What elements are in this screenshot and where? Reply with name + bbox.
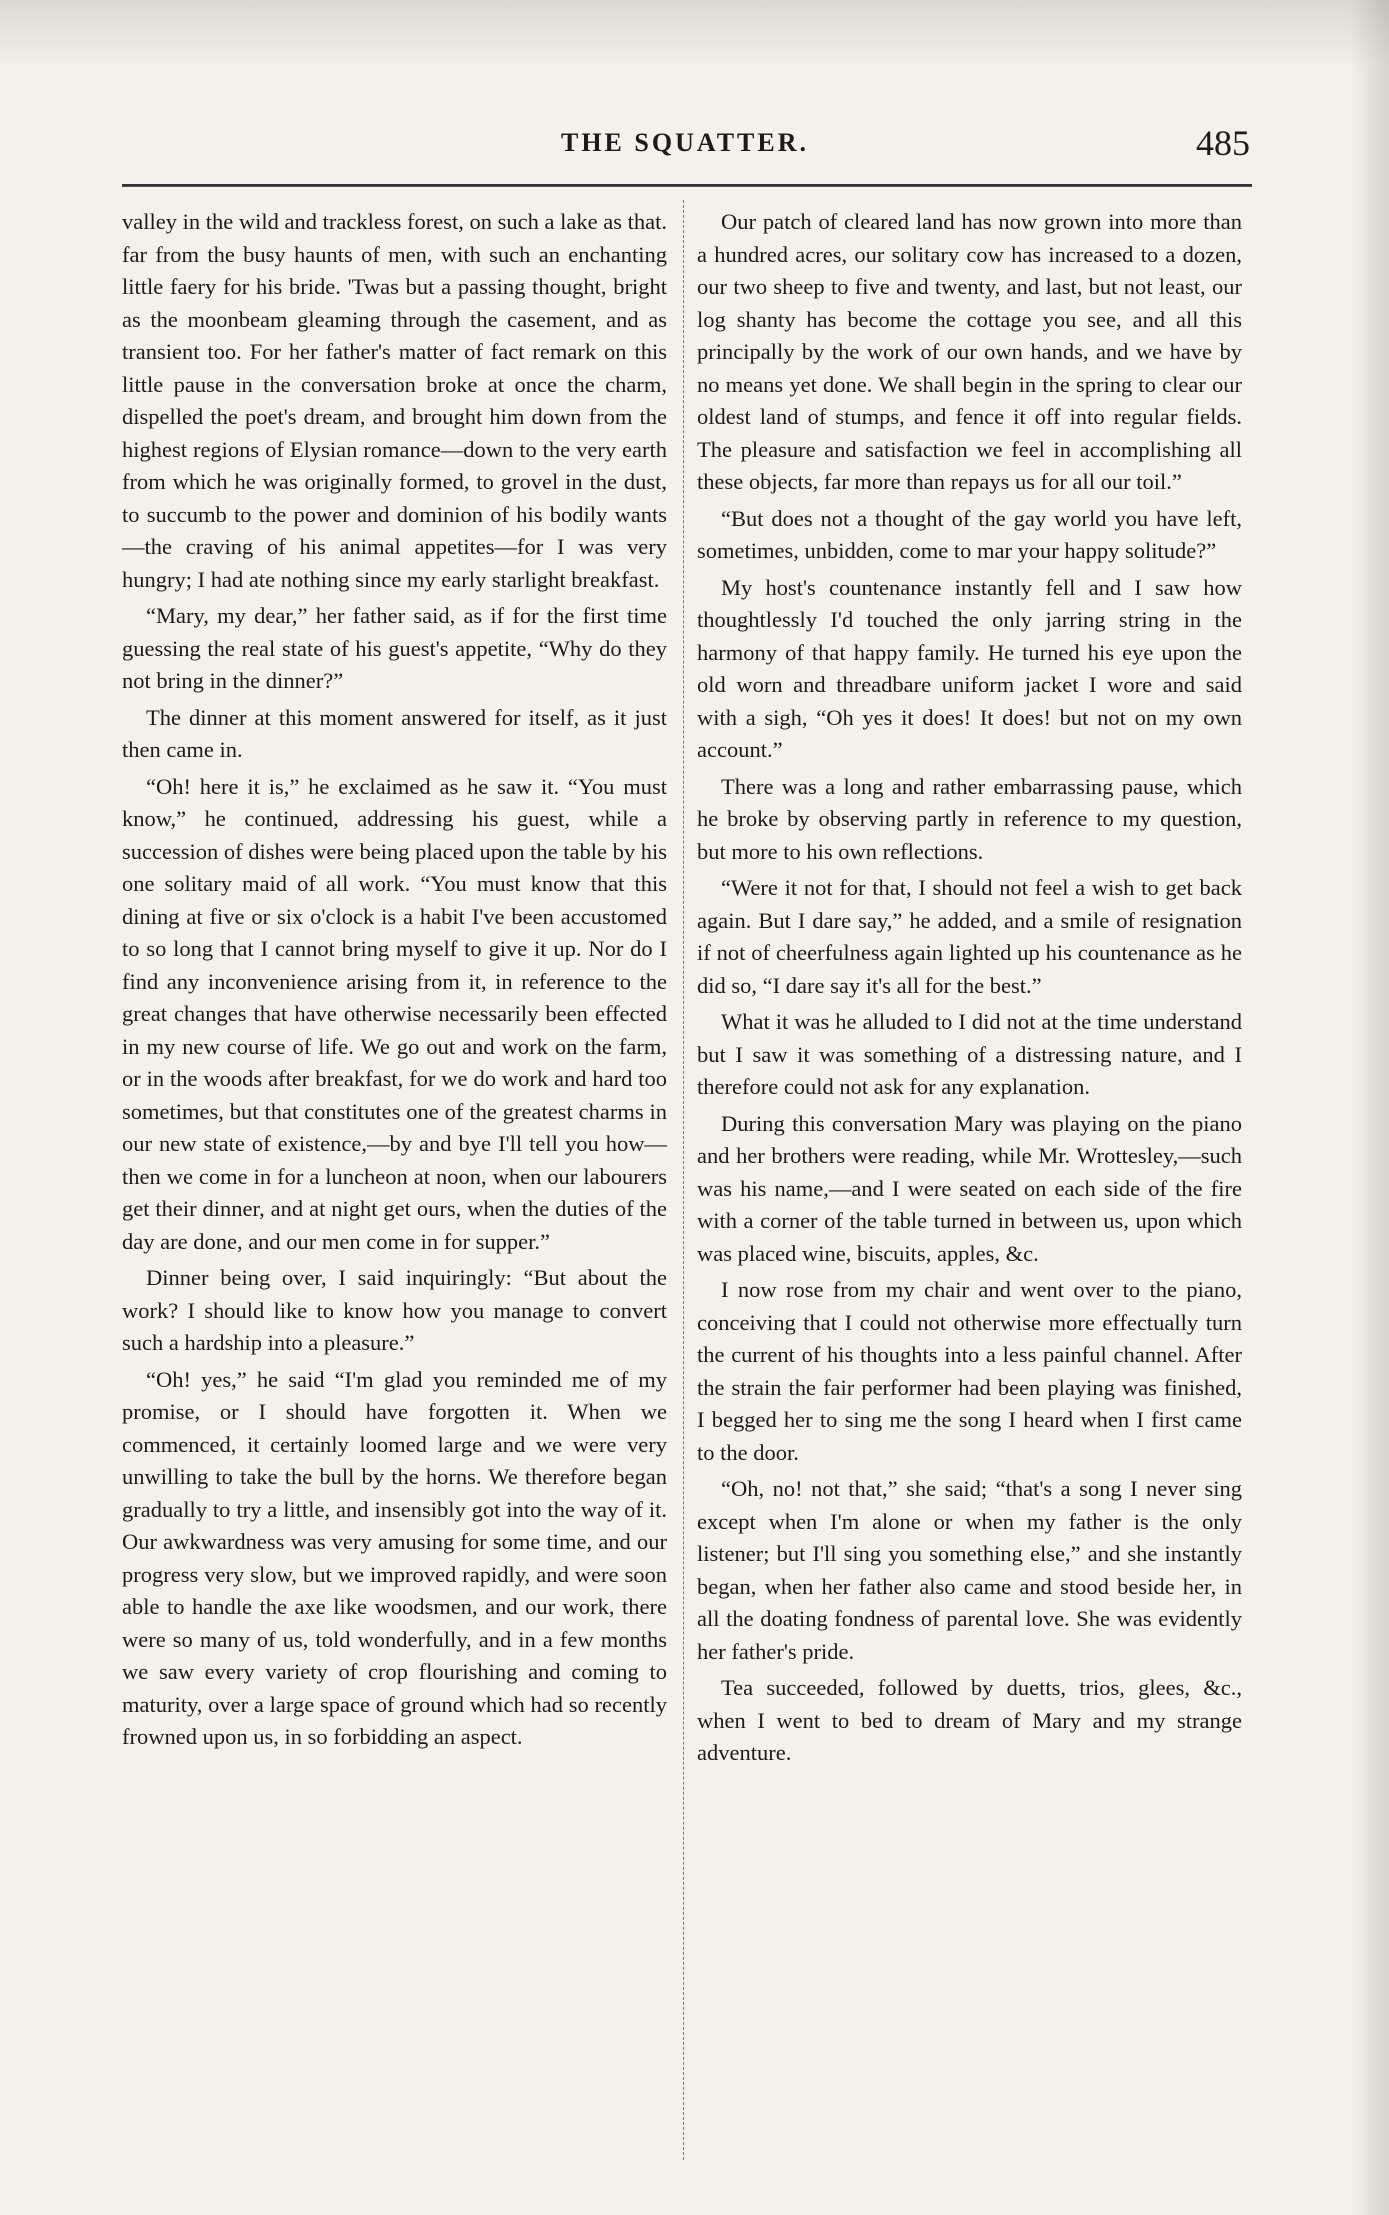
paragraph: “Oh! here it is,” he exclaimed as he saw it. “You must know,” he continued, addressing his guest, while a succession of dishes were being placed upon the table by his one solitary maid of all work. “You must know that this dining at five or six o'clock is a habit I've been accustomed to so long that I cannot bring myself to give it up. Nor do I find any inconvenience arising from it, in reference to the great changes that have otherwise necessarily been effected in my new course of life. We go out and work on the farm, or in the woods after breakfast, for we do work and hard too sometimes, but that constitutes one of the greatest charms in our new state of existence,—by and bye I'll tell you how—then we come in for a luncheon at noon, when our labourers get their dinner, and at night get ours, when the duties of the day are done, and our men come in for supper.” [122,773,667,1254]
header-rule [122,184,1252,187]
paragraph: Our patch of cleared land has now grown into more than a hundred acres, our solitary cow has increased to a dozen, our two sheep to five and twenty, and last, but not least, our log shanty has become the cottage you see, and all this principally by the work of our own hands, and we have by no means yet done. We shall begin in the spring to clear our oldest land of stumps, and fence it off into regular fields. The pleasure and satisfaction we feel in accomplishing all these objects, far more than repays us for all our toil.” [697,209,1242,494]
page-header [120,123,1250,168]
page-stain-top [0,0,1389,70]
paragraph: What it was he alluded to I did not at the time understand but I saw it was something of a distressing nature, and I therefore could not ask for any explanation. [697,1009,1242,1099]
page-stain-edge [1349,0,1389,2215]
paragraph: Tea succeeded, followed by duetts, trios, glees, &c., when I went to bed to dream of Mary and my strange adventure. [697,1675,1242,1765]
left-column [122,206,667,1758]
column-divider [683,200,684,2160]
page-number: 485 [1196,123,1250,163]
paragraph: valley in the wild and trackless forest, on such a lake as that. far from the busy haunts of men, with such an enchanting little faery for his bride. 'Twas but a passing thought, bright as the moonbeam gleaming through the casement, and as transient too. For her father's matter of fact remark on this little pause in the conversation broke at once the charm, dispelled the poet's dream, and brought him down from the highest regions of Elysian romance—down to the very earth from which he was originally formed, to grovel in the dust, to succumb to the power and dominion of his bodily wants—the craving of his animal appetites—for I was very hungry; I had ate nothing since my early starlight breakfast. [122,209,667,592]
paragraph: “But does not a thought of the gay world you have left, sometimes, unbidden, come to mar your happy solitude?” [697,505,1242,563]
paragraph: “Oh, no! not that,” she said; “that's a song I never sing except when I'm alone or when my father is the only listener; but I'll sing you something else,” and she instantly began, when her father also came and stood beside her, in all the doating fondness of parental love. She was evidently her father's pride. [697,1476,1242,1664]
paragraph: My host's countenance instantly fell and I saw how thoughtlessly I'd touched the only jarring string in the harmony of that happy family. He turned his eye upon the old worn and threadbare uniform jacket I wore and said with a sigh, “Oh yes it does! It does! but not on my own account.” [697,574,1242,762]
paragraph: During this conversation Mary was playing on the piano and her brothers were reading, while Mr. Wrottesley,—such was his name,—and I were seated on each side of the fire with a corner of the table turned in between us, upon which was placed wine, biscuits, apples, &c. [697,1110,1242,1266]
paragraph: I now rose from my chair and went over to the piano, conceiving that I could not otherwise more effectually turn the current of his thoughts into a less painful channel. After the strain the fair performer had been playing was finished, I begged her to sing me the song I heard when I first came to the door. [697,1277,1242,1465]
paragraph: There was a long and rather embarrassing pause, which he broke by observing partly in reference to my question, but more to his own reflections. [697,773,1242,864]
running-title: THE SQUATTER. [560,128,809,157]
paragraph: Dinner being over, I said inquiringly: “But about the work? I should like to know how you manage to convert such a hardship into a pleasure.” [122,1265,667,1355]
paragraph: The dinner at this moment answered for itself, as it just then came in. [122,704,667,762]
right-column [697,206,1242,1774]
paragraph: “Were it not for that, I should not feel a wish to get back again. But I dare say,” he added, and a smile of resignation if not of cheerfulness again lighted up his countenance as he did so, “I dare say it's all for the best.” [697,875,1242,998]
paragraph: “Mary, my dear,” her father said, as if for the first time guessing the real state of his guest's appetite, “Why do they not bring in the dinner?” [122,603,667,693]
paragraph: “Oh! yes,” he said “I'm glad you reminded me of my promise, or I should have forgotten it. When we commenced, it certainly loomed large and we were very unwilling to take the bull by the horns. We therefore began gradually to try a little, and insensibly got into the way of it. Our awkwardness was very amusing for some time, and our progress very slow, but we improved rapidly, and were soon able to handle the axe like woodsmen, and our work, there were so many of us, told wonderfully, and in a few months we saw every variety of crop flourishing and coming to maturity, over a large space of ground which had so recently frowned upon us, in so forbidding an aspect. [122,1366,667,1749]
